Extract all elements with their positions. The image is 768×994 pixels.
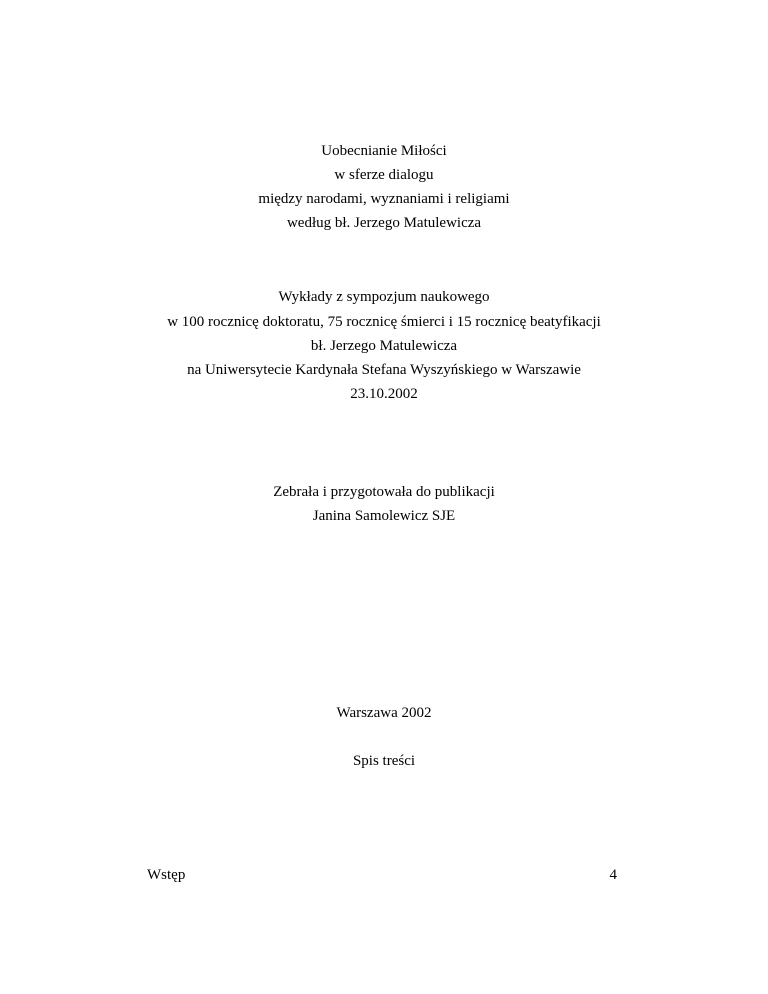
title-line-2: w sferze dialogu: [334, 167, 434, 183]
subtitle-line-2: w 100 rocznicę doktoratu, 75 rocznicę śmierci i 15 rocznicę beatyfikacji: [167, 314, 601, 330]
subtitle-date: 23.10.2002: [350, 386, 418, 402]
editor-name: Janina Samolewicz SJE: [312, 508, 456, 524]
toc-heading: Spis treści: [352, 753, 416, 769]
title-line-4: według bł. Jerzego Matulewicza: [286, 215, 482, 231]
title-line-3: między narodami, wyznaniami i religiami: [258, 191, 510, 207]
toc-entry-title: Wstęp: [147, 867, 186, 883]
subtitle-line-1: Wykłady z sympozjum naukowego: [278, 289, 490, 305]
toc-entry: [147, 866, 617, 884]
place-date: Warszawa 2002: [336, 705, 432, 721]
toc-entry-page: 4: [609, 867, 617, 883]
title-line-1: Uobecnianie Miłości: [321, 143, 447, 159]
subtitle-line-4: na Uniwersytecie Kardynała Stefana Wyszyńskiego w Warszawie: [187, 362, 581, 378]
subtitle-line-3: bł. Jerzego Matulewicza: [310, 338, 458, 354]
editor-line-1: Zebrała i przygotowała do publikacji: [273, 484, 495, 500]
